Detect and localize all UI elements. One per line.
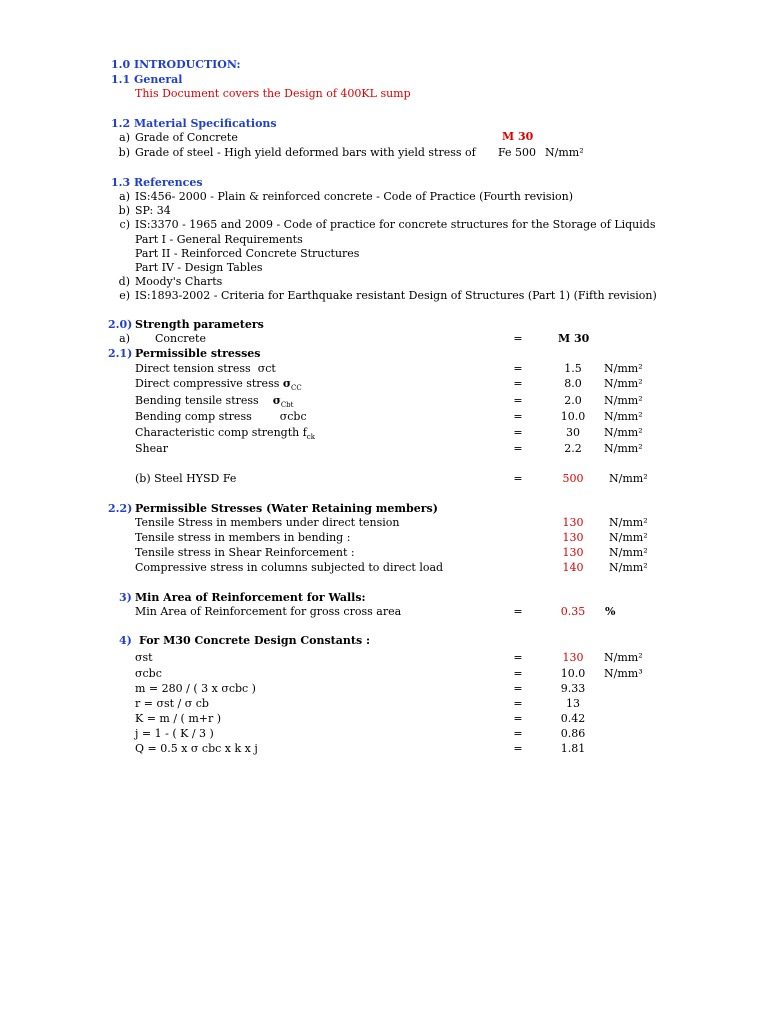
equals-sign: = [513, 472, 523, 485]
list-item-label: c) [119, 218, 130, 231]
steel-hysd-unit: N/mm² [609, 472, 648, 485]
constant-unit: N/mm³ [604, 667, 643, 680]
min-area-label: Min Area of Reinforcement for gross cross area [135, 605, 402, 618]
equals-sign: = [513, 727, 523, 740]
list-item: SP: 34 [135, 204, 171, 217]
grade-of-steel-value: Fe 500 [498, 146, 537, 159]
stress-label: Tensile stress in members in bending : [135, 531, 351, 544]
item-label: a) [119, 332, 130, 345]
stress-label-text: Bending tensile stress [135, 394, 259, 407]
stress-label-text: Direct tension stress [135, 362, 251, 375]
steel-hysd-label: (b) Steel HYSD Fe [135, 472, 237, 485]
section-4-number: 4) [119, 634, 132, 647]
list-item: Part II - Reinforced Concrete Structures [135, 247, 360, 260]
stress-value: 130 [562, 531, 584, 544]
stress-subscript: ck [306, 433, 315, 442]
list-item: IS:1893-2002 - Criteria for Earthquake resistant Design of Structures (Part 1) (Fifth revision) [135, 289, 657, 302]
stress-unit: N/mm² [609, 516, 648, 529]
list-item-label: a) [119, 190, 130, 203]
grade-of-steel-label: Grade of steel - High yield deformed bars with yield stress of [135, 146, 476, 159]
stress-unit: N/mm² [604, 362, 643, 375]
section-number: 1.3 [111, 176, 131, 189]
stress-subscript: CC [290, 384, 302, 393]
min-area-value: 0.35 [560, 605, 586, 618]
stress-label: Tensile Stress in members under direct tension [135, 516, 400, 529]
equals-sign: = [513, 362, 523, 375]
stress-symbol: σcbc [279, 410, 307, 423]
stress-value: 130 [562, 546, 584, 559]
section-2-1-title: Permissible stresses [135, 347, 261, 360]
stress-value: 130 [562, 516, 584, 529]
section-3-number: 3) [119, 591, 132, 604]
stress-subscript: Cbt [280, 401, 294, 410]
list-item: Part IV - Design Tables [135, 261, 263, 274]
stress-unit: N/mm² [604, 426, 643, 439]
stress-value: 1.5 [564, 362, 582, 375]
section-2-0-number: 2.0) [108, 318, 133, 331]
stress-unit: N/mm² [604, 442, 643, 455]
equals-sign: = [513, 697, 523, 710]
stress-value: 8.0 [564, 377, 582, 390]
steel-hysd-value: 500 [562, 472, 584, 485]
equals-sign: = [513, 332, 523, 345]
equals-sign: = [513, 651, 523, 664]
equals-sign: = [513, 605, 523, 618]
list-item: Moody's Charts [135, 275, 223, 288]
grade-of-steel-unit: N/mm² [545, 146, 584, 159]
section-2-2-number: 2.2) [108, 502, 133, 515]
stress-unit: N/mm² [609, 561, 648, 574]
constant-value: 1.81 [560, 742, 586, 755]
equals-sign: = [513, 667, 523, 680]
constant-label: K = m / ( m+r ) [135, 712, 222, 725]
general-description: This Document covers the Design of 400KL sump [135, 87, 411, 100]
stress-label: Compressive stress in columns subjected to direct load [135, 561, 444, 574]
section-2-0-title: Strength parameters [135, 318, 264, 331]
section-2-1-number: 2.1) [108, 347, 133, 360]
constant-value: 10.0 [560, 667, 586, 680]
concrete-label: Concrete [155, 332, 206, 345]
list-item-label: b) [118, 204, 130, 217]
constant-value: 13 [566, 697, 580, 710]
stress-value: 2.0 [564, 394, 582, 407]
constant-unit: N/mm² [604, 651, 643, 664]
constant-value: 9.33 [560, 682, 586, 695]
section-1-3-heading [111, 176, 203, 189]
item-label: a) [119, 131, 130, 144]
stress-label [135, 377, 302, 395]
stress-symbol: σ [272, 394, 281, 407]
stress-unit: N/mm² [609, 531, 648, 544]
section-number: 1.2 [111, 117, 131, 130]
stress-label: Tensile stress in Shear Reinforcement : [135, 546, 355, 559]
list-item-label: d) [118, 275, 130, 288]
constant-label: j = 1 - ( K / 3 ) [135, 727, 214, 740]
stress-value: 2.2 [564, 442, 582, 455]
section-4-title: For M30 Concrete Design Constants : [139, 634, 371, 647]
stress-label [135, 362, 276, 375]
stress-symbol: σct [257, 362, 276, 375]
stress-value: 10.0 [560, 410, 586, 423]
constant-label: σcbc [135, 667, 162, 680]
section-3-title: Min Area of Reinforcement for Walls: [135, 591, 366, 604]
section-title: Material Specifications [133, 117, 277, 130]
constant-value: 0.42 [560, 712, 586, 725]
section-1-1-heading [111, 73, 182, 86]
constant-label: r = σst / σ cb [135, 697, 209, 710]
item-label: b) [118, 146, 130, 159]
list-item: IS:456- 2000 - Plain & reinforced concrete - Code of Practice (Fourth revision) [135, 190, 574, 203]
grade-of-concrete-label: Grade of Concrete [135, 131, 238, 144]
constant-label: σst [135, 651, 153, 664]
stress-value: 140 [562, 561, 584, 574]
section-title: INTRODUCTION: [133, 58, 241, 71]
stress-label-text: Bending comp stress [135, 410, 252, 423]
stress-label-text: Characteristic comp strength f [135, 426, 307, 439]
equals-sign: = [513, 377, 523, 390]
constant-label: Q = 0.5 x σ cbc x k x j [135, 742, 258, 755]
stress-label [135, 410, 307, 423]
concrete-grade-value: M 30 [558, 332, 590, 345]
stress-unit: N/mm² [609, 546, 648, 559]
section-number: 1.0 [111, 58, 131, 71]
stress-value: 30 [566, 426, 580, 439]
equals-sign: = [513, 426, 523, 439]
grade-of-concrete-value: M 30 [502, 130, 534, 143]
equals-sign: = [513, 394, 523, 407]
equals-sign: = [513, 682, 523, 695]
section-title: References [133, 176, 203, 189]
equals-sign: = [513, 442, 523, 455]
stress-label-text: Direct compressive stress [135, 377, 280, 390]
list-item-label: e) [119, 289, 130, 302]
constant-value: 0.86 [560, 727, 586, 740]
stress-unit: N/mm² [604, 394, 643, 407]
constant-label: m = 280 / ( 3 x σcbc ) [135, 682, 256, 695]
list-item: Part I - General Requirements [135, 233, 303, 246]
stress-unit: N/mm² [604, 377, 643, 390]
section-2-2-title: Permissible Stresses (Water Retaining members) [135, 502, 438, 515]
stress-label: Shear [135, 442, 168, 455]
section-number: 1.1 [111, 73, 131, 86]
stress-unit: N/mm² [604, 410, 643, 423]
stress-symbol: σ [282, 377, 291, 390]
min-area-unit: % [605, 605, 616, 618]
section-1-0-heading [111, 58, 241, 71]
section-1-2-heading [111, 117, 277, 130]
equals-sign: = [513, 712, 523, 725]
constant-value: 130 [562, 651, 584, 664]
section-title: General [133, 73, 183, 86]
equals-sign: = [513, 742, 523, 755]
list-item: IS:3370 - 1965 and 2009 - Code of practice for concrete structures for the Storage of Liquids [135, 218, 656, 231]
equals-sign: = [513, 410, 523, 423]
